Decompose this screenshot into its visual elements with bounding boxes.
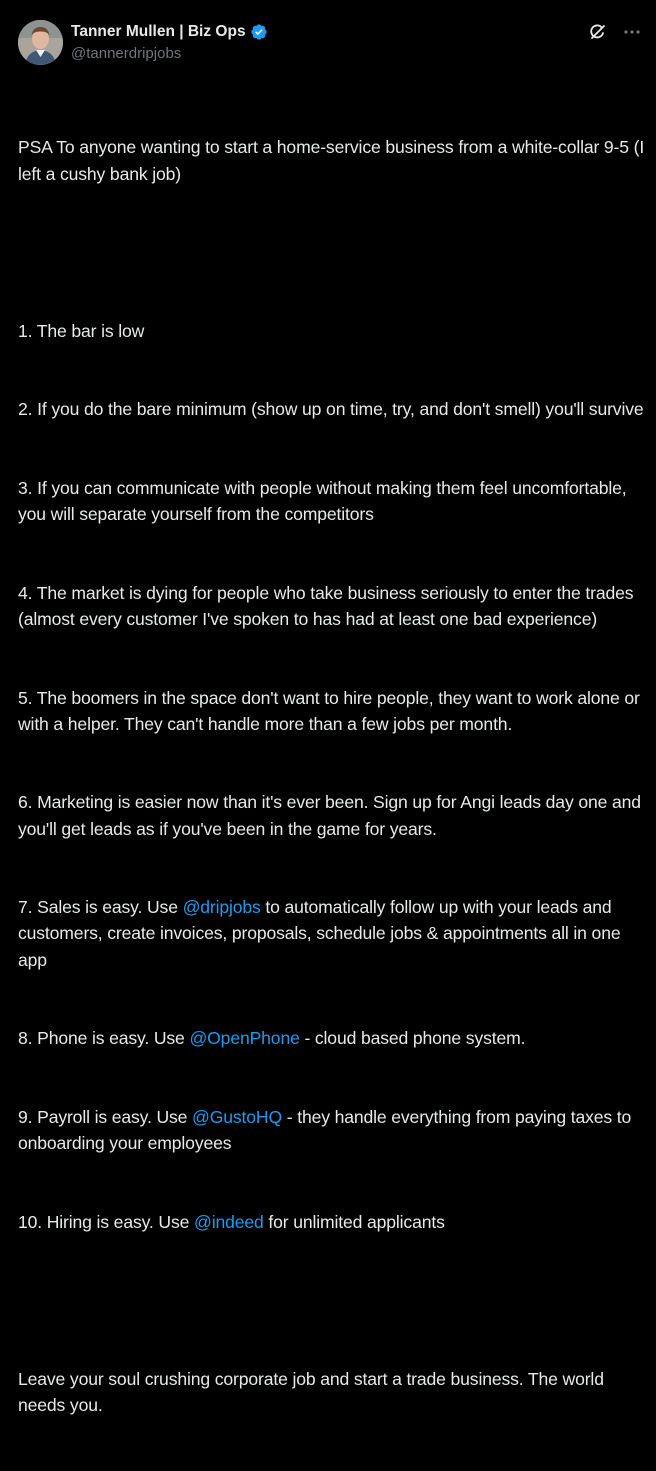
list-item: 6. Marketing is easier now than it's ever been. Sign up for Angi leads day one and you'll get leads as if you've been in the game for years. <box>18 792 646 839</box>
list-item <box>18 1104 646 1156</box>
tweet-header <box>18 20 642 68</box>
avatar[interactable] <box>18 20 63 65</box>
list-item-text: to automatically follow up with your leads and customers, create invoices, proposals, schedule jobs & appointments all in one app <box>18 897 626 970</box>
list-item: 3. If you can communicate with people without making them feel uncomfortable, you will separate yourself from the competitors <box>18 478 632 525</box>
list-item <box>18 1025 646 1051</box>
list-item <box>18 894 646 973</box>
mention-link-gustohq[interactable]: @GustoHQ <box>192 1106 283 1127</box>
mention-link-dripjobs[interactable]: @dripjobs <box>182 897 261 918</box>
grok-icon[interactable] <box>588 22 608 42</box>
list-item: 1. The bar is low <box>18 320 145 341</box>
mention-link-openphone[interactable]: @OpenPhone <box>189 1028 300 1049</box>
author-names <box>71 22 268 62</box>
list-item-text: 8. Phone is easy. Use <box>18 1028 190 1049</box>
list-item: 5. The boomers in the space don't want to hire people, they want to work alone or with a helper. They can't handle more than a few jobs per month. <box>18 687 645 734</box>
list-item-text: for unlimited applicants <box>263 1211 445 1232</box>
more-options-icon[interactable] <box>622 22 642 42</box>
mention-link-indeed[interactable]: @indeed <box>194 1211 264 1232</box>
tweet-outro: Leave your soul crushing corporate job and start a trade business. The world needs you. <box>18 1368 609 1416</box>
list-item-text: 7. Sales is easy. Use <box>18 897 183 918</box>
tweet-actions <box>588 22 642 42</box>
list-item-text: 9. Payroll is easy. Use <box>18 1106 193 1127</box>
list-item: 2. If you do the bare minimum (show up on time, try, and don't smell) you'll survive <box>18 399 644 420</box>
tweet-intro: PSA To anyone wanting to start a home-service business from a white-collar 9-5 (I left a cushy bank job) <box>18 137 649 184</box>
tweet-text <box>18 82 649 1471</box>
list-item-text: 10. Hiring is easy. Use <box>18 1211 194 1232</box>
verified-badge-icon[interactable] <box>250 23 268 41</box>
display-name[interactable]: Tanner Mullen | Biz Ops <box>71 23 246 40</box>
author-handle[interactable]: @tannerdripjobs <box>71 45 182 62</box>
list-item <box>18 1209 646 1235</box>
avatar-image <box>18 20 63 65</box>
list-item-text: - cloud based phone system. <box>299 1028 526 1049</box>
list-item: 4. The market is dying for people who take business seriously to enter the trades (almost every customer I've spoken to has had at least one bad experience) <box>18 582 639 630</box>
display-name-row <box>71 22 268 42</box>
list-item-text: - they handle everything from paying taxes to onboarding your employees <box>18 1106 636 1154</box>
